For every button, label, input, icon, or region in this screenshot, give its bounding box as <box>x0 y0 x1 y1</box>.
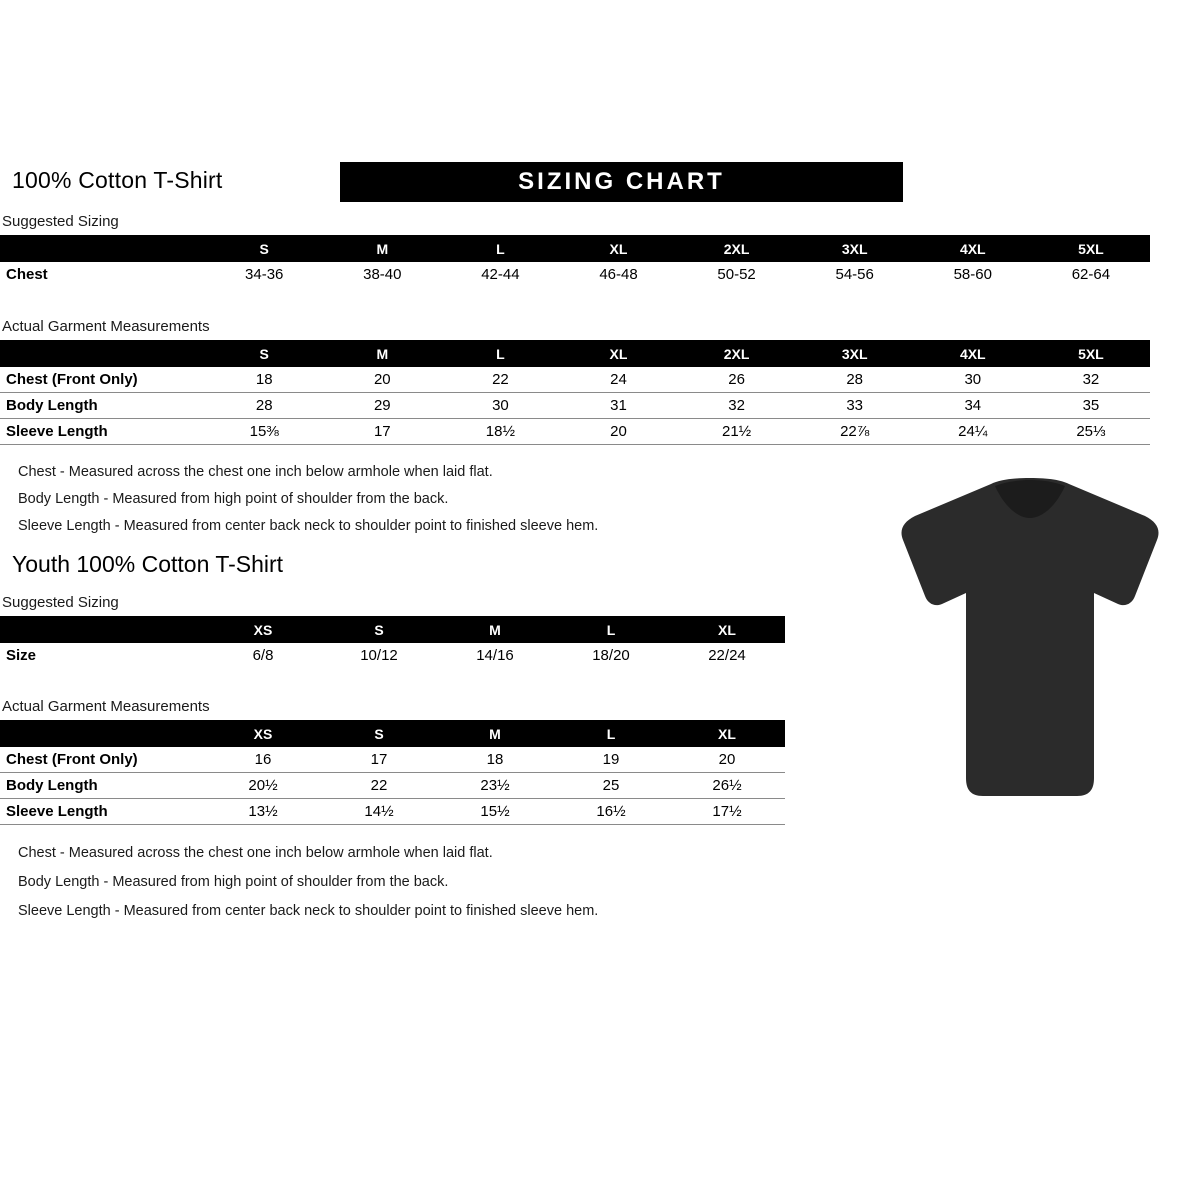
row-label: Sleeve Length <box>0 419 205 445</box>
youth-suggested-sizing-label: Suggested Sizing <box>2 594 119 611</box>
col-header: XL <box>559 340 677 367</box>
col-header <box>0 616 205 643</box>
table-row <box>0 773 785 799</box>
cell: 22 <box>441 367 559 393</box>
table-row <box>0 643 785 668</box>
cell: 38-40 <box>363 266 402 283</box>
table-header-row <box>0 720 785 747</box>
youth-note-sleeve-length: Sleeve Length - Measured from center back neck to shoulder point to finished sleeve hem. <box>18 903 599 919</box>
t-shirt-icon <box>895 478 1165 808</box>
col-header: L <box>553 616 669 643</box>
row-label: Body Length <box>0 773 205 799</box>
col-header: XL <box>669 720 785 747</box>
col-header: L <box>441 340 559 367</box>
cell: 31 <box>559 393 677 419</box>
col-header: 3XL <box>796 340 914 367</box>
cell: 14½ <box>321 799 437 825</box>
youth-section-title: Youth 100% Cotton T-Shirt <box>12 551 284 577</box>
cell: 15⅜ <box>205 419 323 445</box>
table-header-row <box>0 340 1150 367</box>
col-header: S <box>205 235 323 262</box>
sizing-chart-banner-text: SIZING CHART <box>518 168 725 195</box>
col-header: 5XL <box>1032 340 1150 367</box>
col-header: XS <box>205 720 321 747</box>
col-header: L <box>553 720 669 747</box>
adult-section-title: 100% Cotton T-Shirt <box>12 167 223 193</box>
cell: 34-36 <box>245 266 284 283</box>
col-header: 2XL <box>678 340 796 367</box>
cell: 23½ <box>437 773 553 799</box>
cell: 10/12 <box>360 647 398 664</box>
cell: 20½ <box>205 773 321 799</box>
cell: 42-44 <box>481 266 520 283</box>
table-row <box>0 799 785 825</box>
cell: 50-52 <box>717 266 756 283</box>
col-header: S <box>321 720 437 747</box>
adult-suggested-sizing-label: Suggested Sizing <box>2 213 119 230</box>
row-label: Size <box>6 647 37 664</box>
youth-note-body-length: Body Length - Measured from high point of shoulder from the back. <box>18 874 449 890</box>
col-header <box>0 720 205 747</box>
col-header: 4XL <box>914 340 1032 367</box>
col-header: L <box>441 235 559 262</box>
cell: 22⅞ <box>796 419 914 445</box>
table-header-row <box>0 616 785 643</box>
cell: 18½ <box>441 419 559 445</box>
adult-actual-measurements-table <box>0 340 1150 445</box>
cell: 28 <box>796 367 914 393</box>
cell: 18 <box>205 367 323 393</box>
row-label: Sleeve Length <box>0 799 205 825</box>
cell: 54-56 <box>835 266 874 283</box>
cell: 20 <box>323 367 441 393</box>
adult-note-body-length: Body Length - Measured from high point of shoulder from the back. <box>18 491 449 507</box>
cell: 17½ <box>669 799 785 825</box>
col-header: XL <box>669 616 785 643</box>
col-header: M <box>323 340 441 367</box>
col-header: 3XL <box>796 235 914 262</box>
cell: 22 <box>321 773 437 799</box>
col-header: 2XL <box>678 235 796 262</box>
row-label: Body Length <box>0 393 205 419</box>
col-header: M <box>437 616 553 643</box>
cell: 16 <box>205 747 321 773</box>
adult-actual-measurements-label: Actual Garment Measurements <box>2 318 210 335</box>
col-header: S <box>205 340 323 367</box>
col-header <box>0 235 205 262</box>
col-header: XL <box>559 235 677 262</box>
cell: 19 <box>553 747 669 773</box>
table-row <box>0 419 1150 445</box>
col-header: S <box>321 616 437 643</box>
row-label: Chest (Front Only) <box>0 367 205 393</box>
cell: 18/20 <box>592 647 630 664</box>
cell: 6/8 <box>252 647 274 664</box>
cell: 58-60 <box>953 266 992 283</box>
cell: 62-64 <box>1071 266 1111 283</box>
cell: 30 <box>914 367 1032 393</box>
table-row <box>0 367 1150 393</box>
youth-note-chest: Chest - Measured across the chest one inch below armhole when laid flat. <box>18 845 493 861</box>
cell: 13½ <box>205 799 321 825</box>
cell: 30 <box>441 393 559 419</box>
row-label: Chest (Front Only) <box>0 747 205 773</box>
cell: 33 <box>796 393 914 419</box>
adult-suggested-sizing-table <box>0 235 1150 287</box>
table-header-row <box>0 235 1150 262</box>
cell: 15½ <box>437 799 553 825</box>
youth-actual-measurements-table <box>0 720 785 825</box>
youth-suggested-sizing-table <box>0 616 785 668</box>
cell: 14/16 <box>476 647 514 664</box>
table-row <box>0 262 1150 287</box>
col-header: M <box>323 235 441 262</box>
cell: 29 <box>323 393 441 419</box>
cell: 25⅓ <box>1032 419 1150 445</box>
t-shirt-illustration <box>895 478 1165 808</box>
col-header: 5XL <box>1032 235 1150 262</box>
cell: 20 <box>559 419 677 445</box>
cell: 28 <box>205 393 323 419</box>
row-label: Chest <box>6 266 48 283</box>
cell: 46-48 <box>599 266 638 283</box>
cell: 26½ <box>669 773 785 799</box>
table-row <box>0 747 785 773</box>
cell: 32 <box>678 393 796 419</box>
cell: 32 <box>1032 367 1150 393</box>
col-header: M <box>437 720 553 747</box>
cell: 35 <box>1032 393 1150 419</box>
adult-note-sleeve-length: Sleeve Length - Measured from center back neck to shoulder point to finished sleeve hem. <box>18 518 599 534</box>
col-header: XS <box>205 616 321 643</box>
cell: 18 <box>437 747 553 773</box>
adult-note-chest: Chest - Measured across the chest one inch below armhole when laid flat. <box>18 464 493 480</box>
col-header: 4XL <box>914 235 1032 262</box>
youth-actual-measurements-label: Actual Garment Measurements <box>2 698 210 715</box>
sizing-chart-banner <box>340 162 903 202</box>
cell: 25 <box>553 773 669 799</box>
cell: 17 <box>323 419 441 445</box>
cell: 26 <box>678 367 796 393</box>
cell: 24 <box>559 367 677 393</box>
cell: 24¼ <box>914 419 1032 445</box>
col-header <box>0 340 205 367</box>
cell: 22/24 <box>708 647 746 664</box>
cell: 17 <box>321 747 437 773</box>
cell: 21½ <box>678 419 796 445</box>
cell: 34 <box>914 393 1032 419</box>
cell: 16½ <box>553 799 669 825</box>
table-row <box>0 393 1150 419</box>
cell: 20 <box>669 747 785 773</box>
